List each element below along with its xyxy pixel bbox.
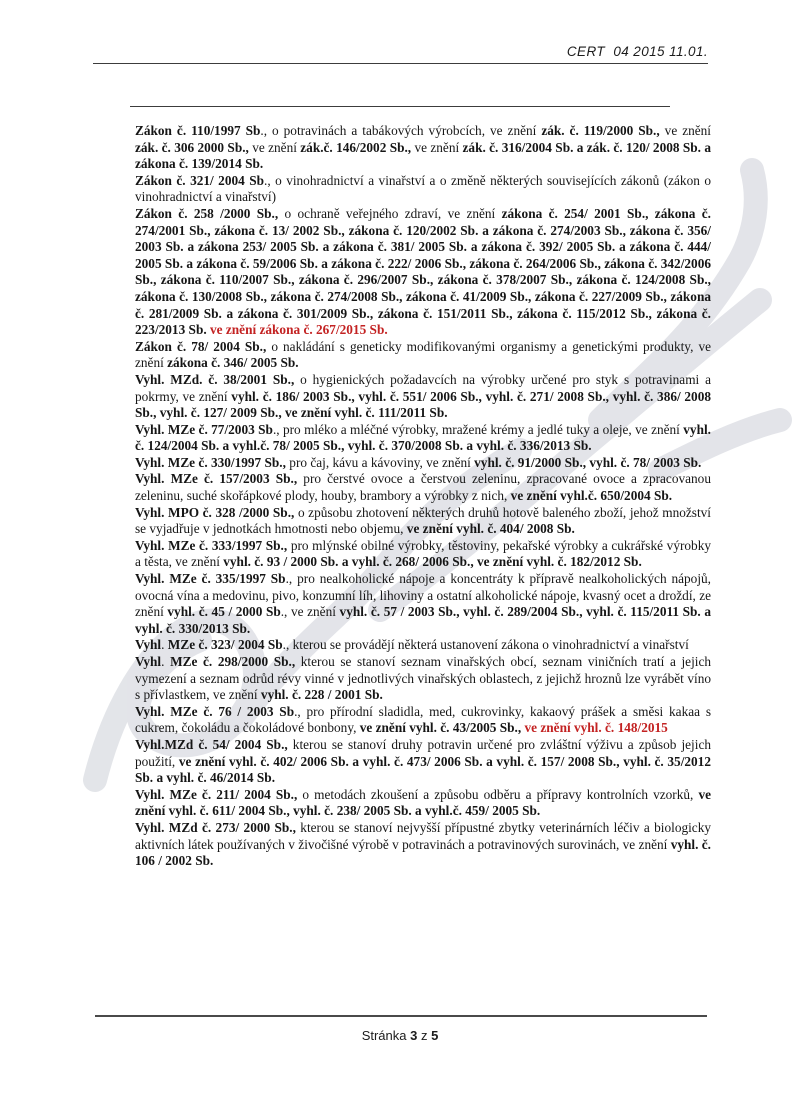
text-segment: MZe č. 298/2000 Sb.,	[170, 654, 296, 669]
text-segment: pro mlýnské obilné výrobky, těstoviny, pekařské výrobky a cukrářské výrobky a těsta, ve znění	[135, 537, 711, 570]
text-segment: Zákon č. 258 /2000 Sb.,	[135, 205, 279, 221]
text-segment: zákona č. 254/ 2001 Sb., zákona č. 274/2001 Sb., zákona č. 13/ 2002 Sb., zákona č. 120/2002 Sb. a zákona č. 274/2003 Sb., zákona č. 356/ 2003 Sb. a zákona 253/ 2005 Sb. a zákona č. 381/ 2005 Sb. a zákona č. 392/ 2005 Sb. a zákona č. 444/ 2005 Sb. a zákona č. 59/2006 Sb. a zákona č. 222/ 2006 Sb., zákona č. 264/2006 Sb., zákona č. 342/2006 Sb., zákona č. 110/2007 Sb., zákona č. 296/2007 Sb., zákona č. 378/2007 Sb., zákona č. 124/2008 Sb., zákona č. 130/2008 Sb., zákona č. 274/2008 Sb., zákona č. 41/2009 Sb., zákona č. 227/2009 Sb., zákona č. 281/2009 Sb. a zákona č. 301/2009 Sb., zákona č. 151/2011 Sb., zákona č. 115/2012 Sb., zákona č. 223/2013 Sb.	[135, 205, 711, 338]
text-segment: vyhl. č. 106 / 2002 Sb.	[135, 836, 711, 869]
text-segment: ve znění zákona č. 267/2015 Sb.	[210, 322, 388, 338]
text-segment: ve znění vyhl. č. 402/ 2006 Sb. a vyhl. č. 473/ 2006 Sb. a vyhl. č. 157/ 2008 Sb., vyhl. č. 35/2012 Sb. a vyhl. č. 46/2014 Sb.	[135, 753, 711, 786]
text-segment: Vyhl. MZe č. 76 / 2003 Sb	[135, 703, 295, 719]
text-segment: ., o vinohradnictví a vinařství a o změně některých souvisejících zákonů (zákon o vinohradnictví a vinařství)	[135, 172, 711, 205]
paragraph	[135, 571, 711, 637]
footer-label: Stránka	[361, 1028, 411, 1043]
text-segment: zák.č. 146/2002 Sb.,	[300, 139, 412, 155]
text-segment: ., o potravinách a tabákových výrobcích, ve znění	[260, 123, 542, 138]
text-segment: ., ve znění	[280, 604, 340, 620]
paragraph	[135, 123, 711, 173]
text-segment: Zákon č. 321/ 2004 Sb	[135, 172, 264, 188]
paragraph	[135, 422, 711, 455]
text-segment: vyhl. č. 93 / 2000 Sb. a vyhl. č. 268/ 2006 Sb., ve znění vyhl. č. 182/2012 Sb.	[223, 554, 642, 570]
text-segment: zák. č. 119/2000 Sb.,	[541, 123, 660, 138]
text-segment: Vyhl	[135, 637, 162, 653]
text-segment: o ochraně veřejného zdraví, ve znění	[278, 205, 502, 221]
footer-rule	[95, 1015, 707, 1017]
text-segment: vyhl. č. 124/2004 Sb. a vyhl.č. 78/ 2005 Sb., vyhl. č. 370/2008 Sb. a vyhl. č. 336/2013 Sb.	[135, 421, 711, 454]
paragraph	[135, 737, 711, 787]
text-segment: zák. č. 316/2004 Sb. a zák. č. 120/ 2008 Sb. a zákona č. 139/2014 Sb.	[135, 139, 711, 172]
text-segment: pro čerstvé ovoce a čerstvou zeleninu, zpracované ovoce a zpracovanou zeleninu, suché skořápkové plody, houby, brambory a výrobky z nich,	[135, 471, 711, 504]
paragraph	[135, 455, 711, 472]
text-segment: Vyhl. MPO č. 328 /2000 Sb.,	[135, 504, 295, 520]
text-segment: ., kterou se provádějí některá ustanovení zákona o vinohradnictví a vinařství	[282, 637, 689, 653]
text-segment: Vyhl. MZe č. 330/1997 Sb.,	[135, 454, 286, 470]
text-segment: MZe č. 323/ 2004 Sb	[167, 637, 283, 653]
text-segment: o hygienických požadavcích na výrobky určené pro styk s potravinami a pokrmy, ve znění	[135, 371, 711, 404]
text-segment: ve znění	[411, 139, 463, 155]
text-segment: ve znění vyhl. č. 611/ 2004 Sb., vyhl. č. 238/ 2005 Sb. a vyhl.č. 459/ 2005 Sb.	[135, 786, 711, 819]
text-segment: Zákon č. 78/ 2004 Sb.,	[135, 338, 267, 354]
text-segment: Vyhl. MZd č. 273/ 2000 Sb.,	[135, 819, 296, 835]
paragraph	[135, 654, 711, 704]
paragraph	[135, 505, 711, 538]
paragraph	[135, 820, 711, 870]
text-segment: ., pro mléko a mléčné výrobky, mražené krémy a jedlé tuky a oleje, ve znění	[272, 421, 684, 437]
paragraph	[135, 704, 711, 737]
paragraph	[135, 787, 711, 820]
text-segment: vyhl. č. 186/ 2003 Sb., vyhl. č. 551/ 2006 Sb., vyhl. č. 271/ 2008 Sb., vyhl. č. 386/ 2008 Sb., vyhl. č. 127/ 2009 Sb., ve znění vyhl. č. 111/2011 Sb.	[135, 388, 711, 421]
text-segment: o nakládání s geneticky modifikovanými organismy a genetickými produkty, ve znění	[135, 338, 711, 371]
text-segment: vyhl. č. 57 / 2003 Sb., vyhl. č. 289/2004 Sb., vyhl. č. 115/2011 Sb. a vyhl. č. 330/2013 Sb.	[135, 604, 712, 636]
paragraph	[135, 206, 711, 339]
text-segment: Vyhl. MZe č. 77/2003 Sb	[135, 421, 273, 437]
text-segment: pro čaj, kávu a kávoviny, ve znění	[285, 454, 475, 470]
header-rule	[93, 63, 708, 64]
text-segment: Vyhl. MZe č. 335/1997 Sb	[135, 571, 286, 587]
sub-rule	[130, 106, 670, 107]
text-segment: vyhl. č. 228 / 2001 Sb.	[260, 687, 383, 703]
text-segment: o způsobu zhotovení některých druhů hotově baleného zboží, jehož množství se vyjadřuje v jednotkách hmotnosti nebo objemu,	[135, 504, 711, 537]
text-segment: vyhl. č. 91/2000 Sb., vyhl. č. 78/ 2003 Sb.	[474, 454, 702, 470]
text-segment: ve znění	[248, 139, 301, 155]
paragraph	[135, 637, 711, 654]
footer-page-number: 3	[410, 1028, 418, 1043]
text-segment: zák. č. 306 2000 Sb.,	[135, 139, 249, 155]
text-segment: ve znění vyhl. č. 148/2015	[524, 720, 668, 736]
paragraph	[135, 471, 711, 504]
text-segment: ve znění vyhl.č. 650/2004 Sb.	[510, 488, 673, 504]
text-segment: Zákon č. 110/1997 Sb	[135, 123, 261, 138]
text-segment: Vyhl	[135, 654, 162, 669]
paragraph	[135, 339, 711, 372]
text-segment: zákona č. 346/ 2005 Sb.	[167, 355, 299, 371]
footer-total-pages: 5	[431, 1028, 439, 1043]
text-segment: ve znění vyhl. č. 43/2005 Sb.,	[359, 720, 525, 736]
text-segment: vyhl. č. 45 / 2000 Sb	[167, 604, 281, 620]
text-segment: Vyhl. MZe č. 333/1997 Sb.,	[135, 537, 288, 553]
paragraph	[135, 372, 711, 422]
text-segment: ., pro přírodní sladidla, med, cukrovinky, kakaový prášek a směsi kakaa s cukrem, čokoládu a čokoládové bonbony,	[135, 703, 711, 736]
text-segment: ve znění	[659, 123, 711, 138]
text-segment: kterou se stanoví nejvyšší přípustné zbytky veterinárních léčiv a biologicky aktivních látek používaných v živočišné výrobě v potravinách a potravinových surovinách, ve znění	[135, 819, 712, 852]
text-segment: Vyhl.MZd č. 54/ 2004 Sb.,	[135, 736, 288, 752]
paragraph	[135, 538, 711, 571]
text-segment: ve znění vyhl. č. 404/ 2008 Sb.	[406, 521, 575, 537]
text-segment: kterou se stanoví seznam vinařských obcí, seznam viničních tratí a jejich vymezení a seznam odrůd révy vinné v jednotlivých vinařských oblastech, z jejichž hroznů lze vyrábět víno s přívlastkem, ve znění	[135, 654, 712, 703]
text-segment: ., pro nealkoholické nápoje a koncentráty k přípravě nealkoholických nápojů, ovocná vína a medovinu, pivo, konzumní líh, lihoviny a ostatní alkoholické nápoje, kvasný ocet a droždí, ze znění	[135, 571, 711, 620]
text-segment: Vyhl. MZd. č. 38/2001 Sb.,	[135, 371, 295, 387]
text-segment: kterou se stanoví druhy potravin určené pro zvláštní výživu a způsob jejich použití,	[135, 736, 711, 769]
paragraph	[135, 173, 711, 206]
footer-of-label: z	[417, 1028, 432, 1043]
text-segment: Vyhl. MZe č. 157/2003 Sb.,	[135, 471, 298, 487]
header-doc-code: CERT 04 2015 11.01.	[566, 44, 708, 59]
text-segment: Vyhl. MZe č. 211/ 2004 Sb.,	[135, 786, 298, 802]
document-body	[135, 123, 711, 870]
text-segment: .	[161, 637, 168, 653]
text-segment: .	[161, 654, 171, 669]
page-footer	[0, 1028, 800, 1043]
text-segment: o metodách zkoušení a způsobu odběru a přípravy kontrolních vzorků,	[297, 786, 699, 802]
